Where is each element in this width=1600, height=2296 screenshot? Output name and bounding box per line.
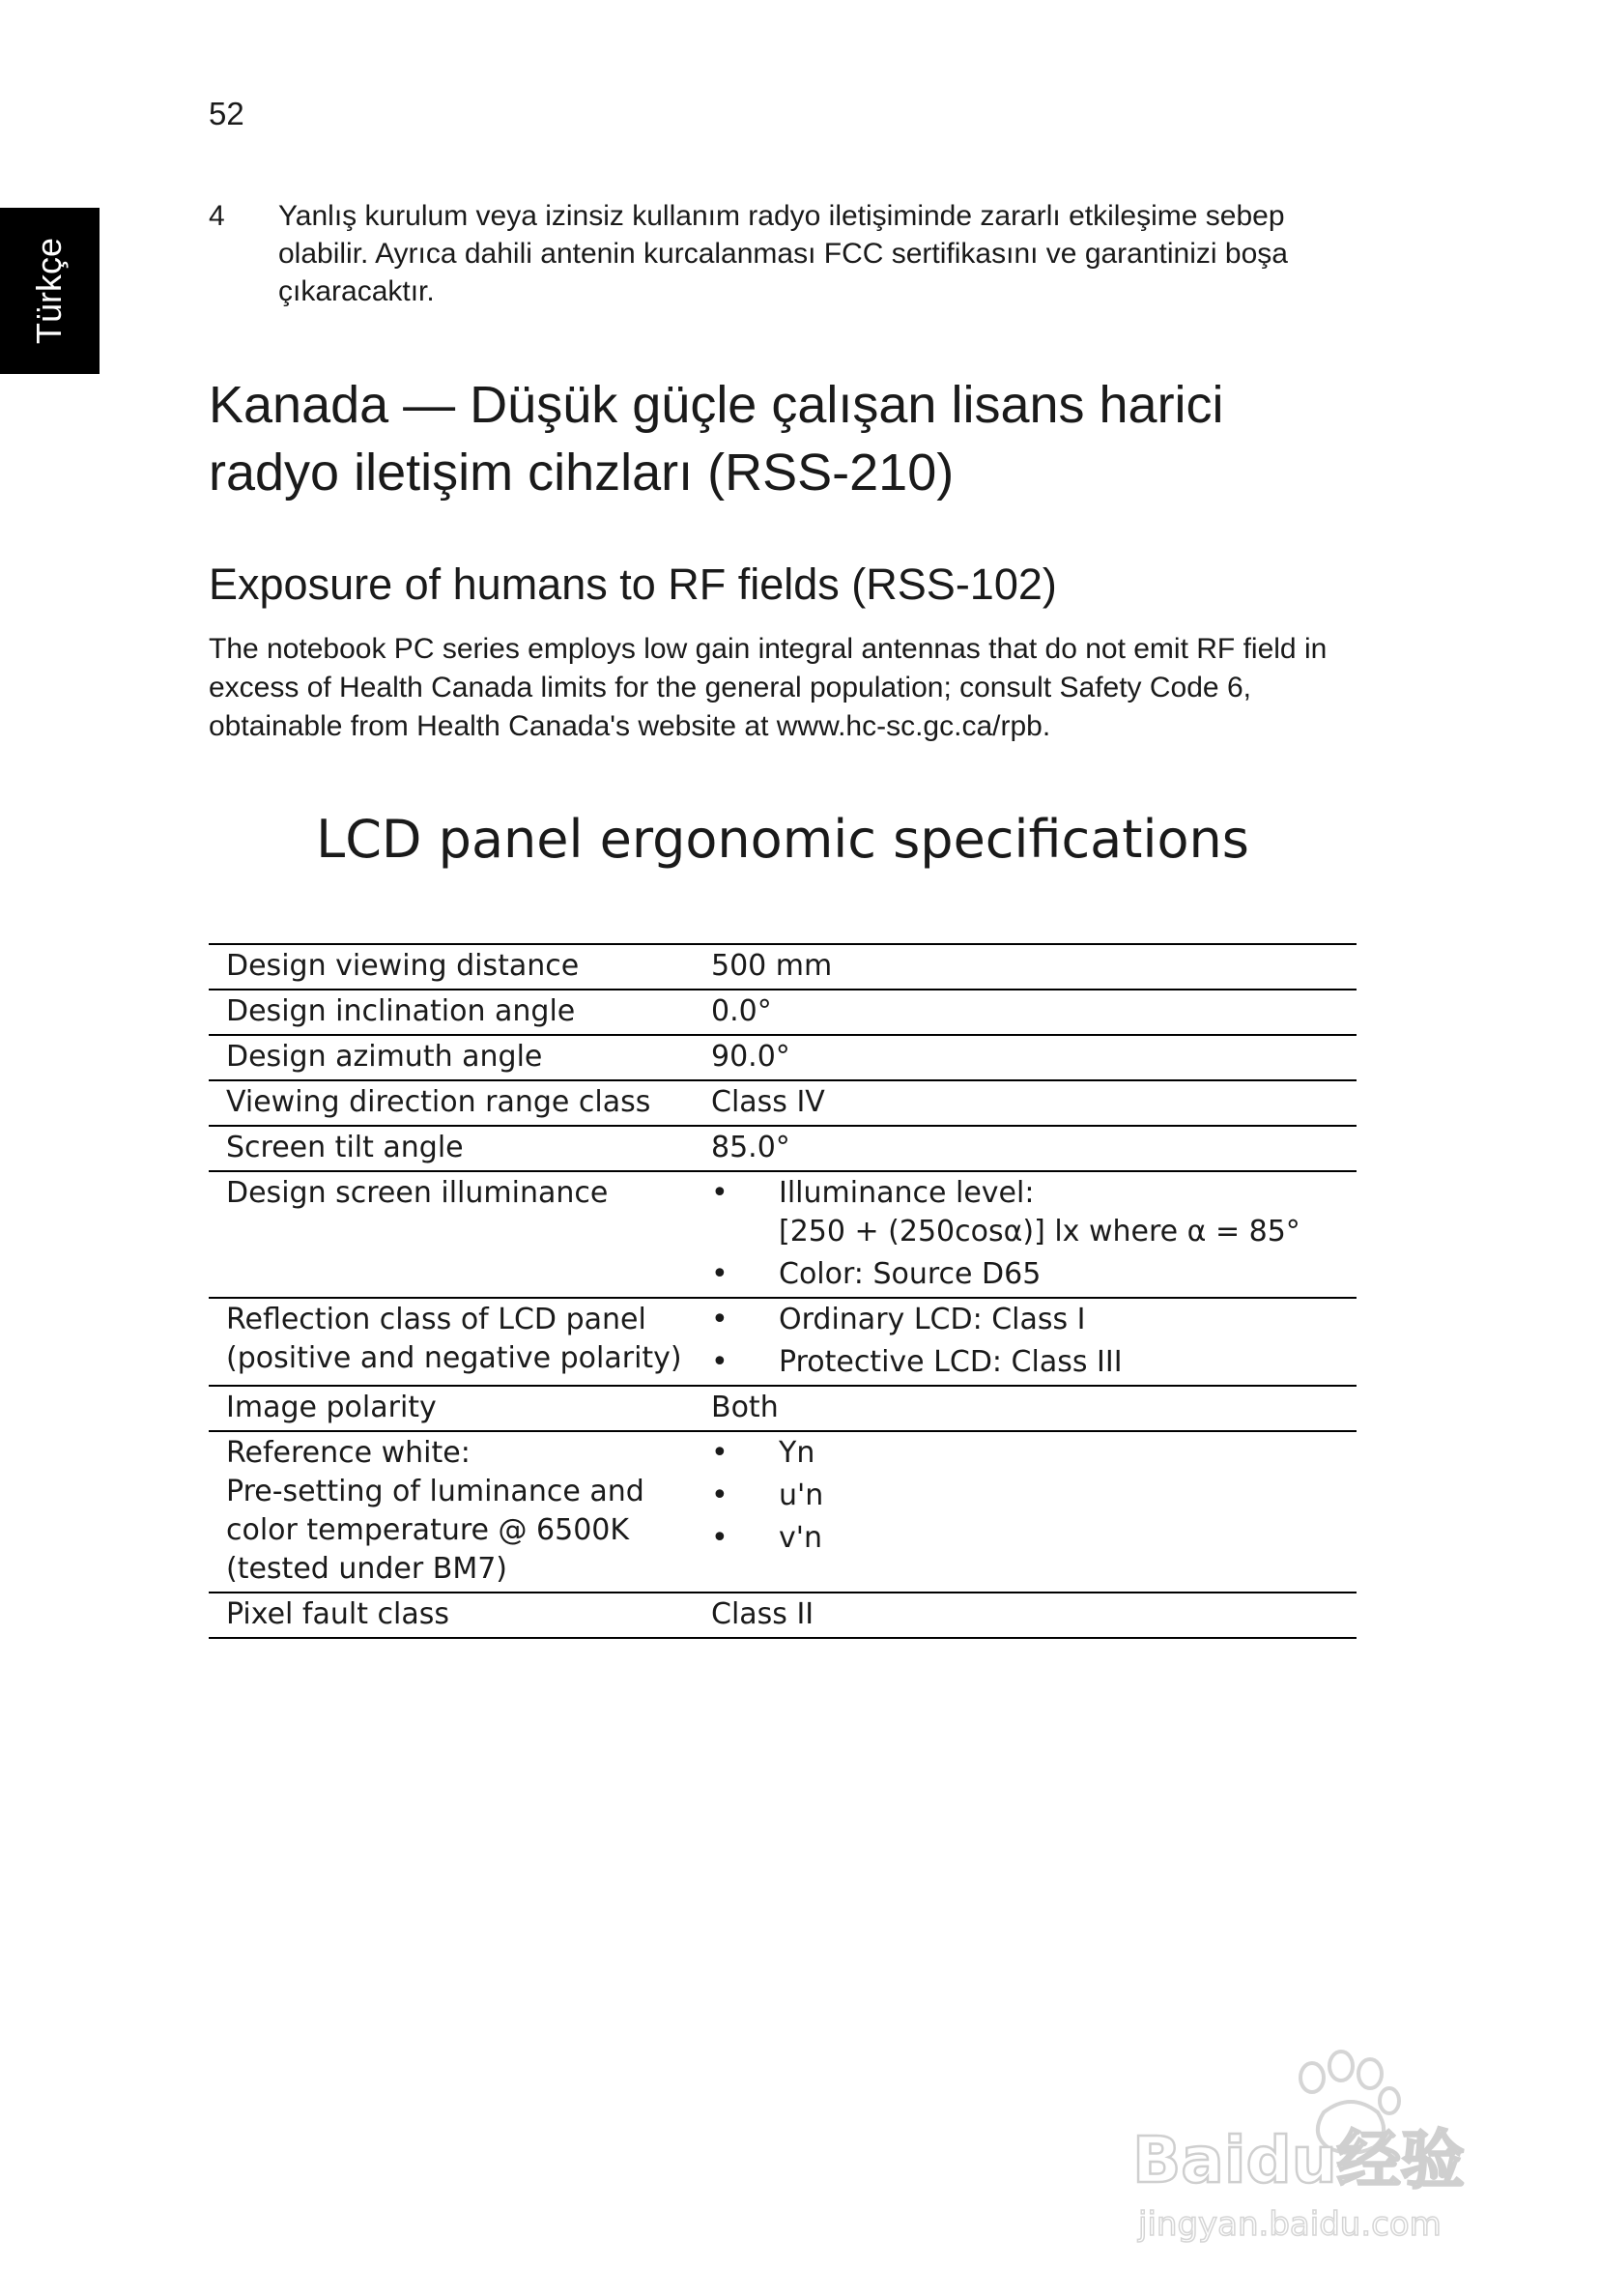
- bullet-text: u'n: [779, 1478, 824, 1512]
- bullet-item: [711, 1255, 1357, 1294]
- table-row: [209, 990, 1357, 1035]
- bullet-item: [711, 1301, 1357, 1339]
- item-text: Yanlış kurulum veya izinsiz kullanım radyo iletişiminde zararlı etkileşime sebep olabilir. Ayrıca dahili antenin kurcalanması FCC sertifikasını ve garantinizi boşa çıkaracaktır.: [278, 200, 1288, 307]
- bullet-text: Protective LCD: Class III: [779, 1345, 1123, 1379]
- spec-value: [692, 1431, 1357, 1593]
- table-row: [209, 1035, 1357, 1080]
- bullet-item: [711, 1477, 1357, 1515]
- spec-label-line: color temperature @ 6500K: [226, 1513, 630, 1547]
- bullet-icon: •: [711, 1521, 729, 1555]
- lcd-specs-title: LCD panel ergonomic specifications: [316, 809, 1249, 870]
- bullet-text: v'n: [779, 1521, 823, 1555]
- table-row: [209, 1171, 1357, 1298]
- language-side-tab-label: Türkçe: [29, 237, 69, 345]
- table-row: [209, 1386, 1357, 1431]
- exposure-paragraph: The notebook PC series employs low gain integral antennas that do not emit RF field in excess of Health Canada limits for the general population; consult Safety Code 6, obtainable from Health Canada's website at www.hc-sc.gc.ca/rpb.: [209, 633, 1328, 742]
- spec-value: Class II: [692, 1593, 1357, 1638]
- bullet-text: Color: Source D65: [779, 1257, 1042, 1291]
- spec-value: [692, 1298, 1357, 1386]
- baidu-watermark: [1121, 2037, 1507, 2250]
- bullet-item: [711, 1343, 1357, 1382]
- spec-label-line: (positive and negative polarity): [226, 1341, 682, 1375]
- spec-label: Design inclination angle: [209, 990, 692, 1035]
- spec-value: 0.0°: [692, 990, 1357, 1035]
- lcd-specs-table: [209, 943, 1357, 1639]
- numbered-item-4: [209, 197, 1358, 310]
- spec-label: Viewing direction range class: [209, 1080, 692, 1126]
- bullet-icon: •: [711, 1478, 729, 1512]
- bullet-icon: •: [711, 1176, 729, 1210]
- spec-label-line: (tested under BM7): [226, 1552, 508, 1586]
- spec-label: Image polarity: [209, 1386, 692, 1431]
- spec-label: Pixel fault class: [209, 1593, 692, 1638]
- exposure-heading: Exposure of humans to RF fields (RSS-102): [209, 560, 1057, 609]
- spec-label-line: Reflection class of LCD panel: [226, 1303, 646, 1336]
- bullet-icon: •: [711, 1345, 729, 1379]
- spec-label: Design viewing distance: [209, 944, 692, 990]
- spec-label: Design azimuth angle: [209, 1035, 692, 1080]
- page-number: 52: [209, 96, 244, 131]
- bullet-item: [711, 1434, 1357, 1473]
- spec-value: Both: [692, 1386, 1357, 1431]
- spec-label: [209, 1298, 692, 1386]
- bullet-icon: •: [711, 1303, 729, 1336]
- watermark-brand: Baidu经验: [1132, 2123, 1465, 2197]
- bullet-icon: •: [711, 1257, 729, 1291]
- bullet-text: Illuminance level:: [779, 1176, 1035, 1210]
- bullet-text: Ordinary LCD: Class I: [779, 1303, 1086, 1336]
- item-number: 4: [209, 200, 225, 232]
- spec-value: 90.0°: [692, 1035, 1357, 1080]
- bullet-list: [711, 1434, 1357, 1558]
- baidu-paw-logo-icon: [1121, 2037, 1507, 2250]
- table-row: [209, 1080, 1357, 1126]
- spec-value: 500 mm: [692, 944, 1357, 990]
- canada-heading: Kanada — Düşük güçle çalışan lisans harici radyo iletişim cihzları (RSS-210): [209, 376, 1224, 502]
- bullet-list: [711, 1174, 1357, 1294]
- spec-label: Design screen illuminance: [209, 1171, 692, 1298]
- spec-value: Class IV: [692, 1080, 1357, 1126]
- bullet-text: Yn: [779, 1436, 815, 1470]
- bullet-icon: •: [711, 1436, 729, 1470]
- watermark-url: jingyan.baidu.com: [1138, 2205, 1442, 2244]
- bullet-item: [711, 1174, 1357, 1251]
- table-row: [209, 1431, 1357, 1593]
- bullet-item: [711, 1519, 1357, 1558]
- bullet-text-cont: [250 + (250cosα)] lx where α = 85°: [779, 1215, 1300, 1248]
- spec-label-line: Reference white:: [226, 1436, 471, 1470]
- bullet-list: [711, 1301, 1357, 1382]
- spec-label: Screen tilt angle: [209, 1126, 692, 1171]
- spec-label: [209, 1431, 692, 1593]
- spec-value: 85.0°: [692, 1126, 1357, 1171]
- spec-value: [692, 1171, 1357, 1298]
- table-row: [209, 1593, 1357, 1638]
- spec-label-line: Pre-setting of luminance and: [226, 1475, 644, 1508]
- language-side-tab: [0, 208, 100, 374]
- table-row: [209, 1126, 1357, 1171]
- table-row: [209, 944, 1357, 990]
- table-row: [209, 1298, 1357, 1386]
